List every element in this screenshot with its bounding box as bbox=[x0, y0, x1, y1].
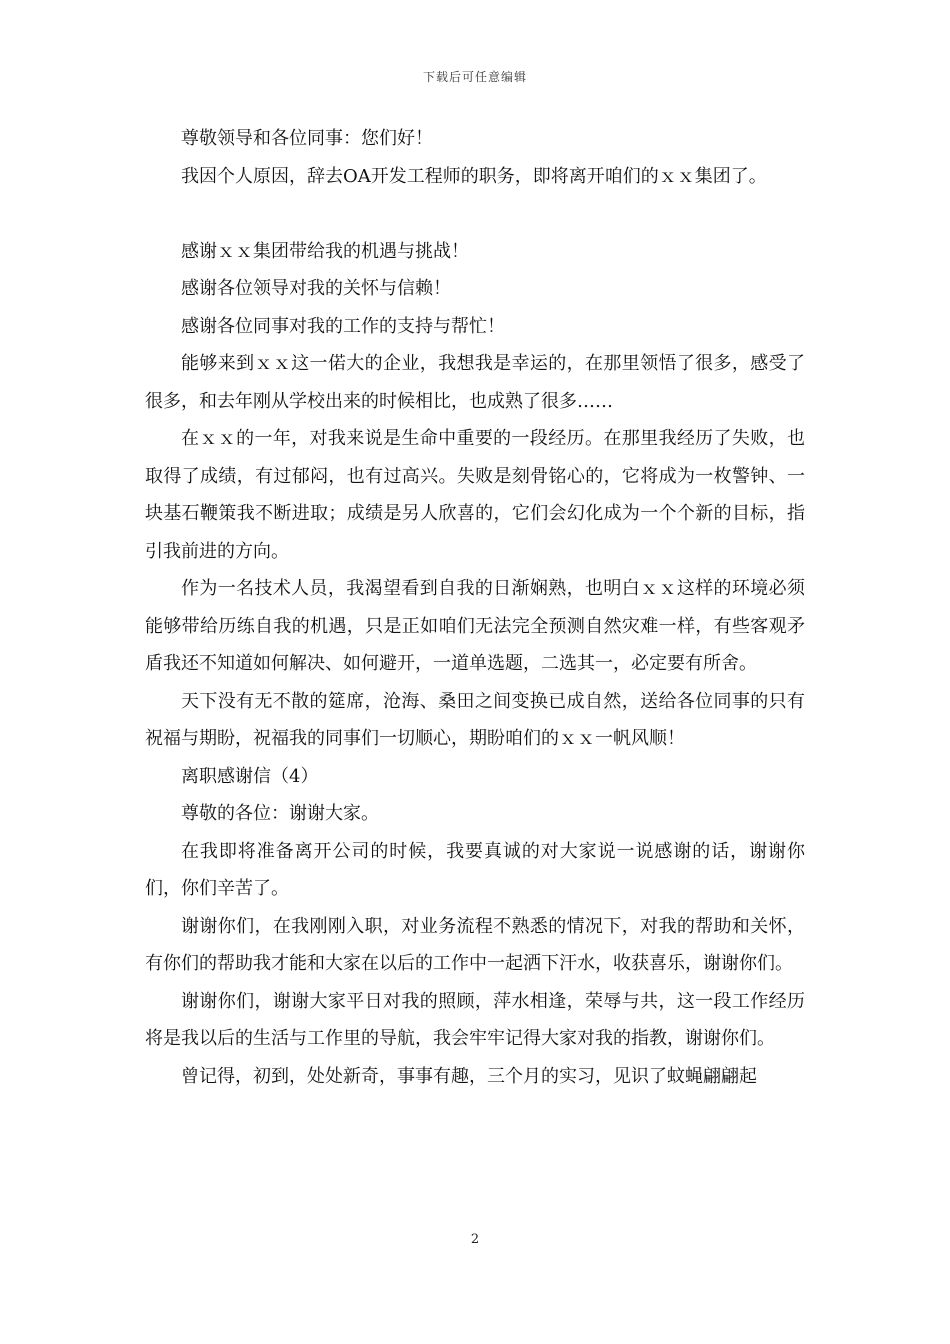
salutation-paragraph: 尊敬的各位：谢谢大家。 bbox=[181, 803, 379, 824]
letter-body bbox=[145, 120, 805, 1095]
page-number: 2 bbox=[470, 1232, 480, 1247]
body-paragraph: 作为一名技术人员，我渴望看到自我的日渐娴熟，也明白ｘｘ这样的环境必须能够带给历练自我的机遇，只是正如咱们无法完全预测自然灾难一样，有些客观矛盾我还不知道如何解决、如何避开，一道单选题，二选其一，必定要有所舍。 bbox=[145, 578, 805, 674]
blank-line bbox=[145, 195, 805, 233]
body-paragraph: 谢谢你们，在我刚刚入职，对业务流程不熟悉的情况下，对我的帮助和关怀，有你们的帮助我才能和大家在以后的工作中一起洒下汗水，收获喜乐，谢谢你们。 bbox=[145, 915, 805, 974]
body-paragraph: 谢谢你们，谢谢大家平日对我的照顾，萍水相逢，荣辱与共，这一段工作经历将是我以后的生活与工作里的导航，我会牢牢记得大家对我的指教，谢谢你们。 bbox=[145, 990, 805, 1049]
thanks-leaders-paragraph: 感谢各位领导对我的关怀与信赖！ bbox=[181, 278, 451, 299]
body-paragraph: 能够来到ｘｘ这一偌大的企业，我想我是幸运的，在那里领悟了很多，感受了很多，和去年刚从学校出来的时候相比，也成熟了很多…… bbox=[145, 353, 805, 412]
body-paragraph: 曾记得，初到，处处新奇，事事有趣，三个月的实习，见识了蚊蝇翩翩起 bbox=[181, 1065, 757, 1087]
greeting-paragraph: 尊敬领导和各位同事：您们好！ bbox=[181, 128, 433, 149]
thanks-colleagues-paragraph: 感谢各位同事对我的工作的支持与帮忙！ bbox=[181, 315, 505, 337]
body-paragraph: 在我即将准备离开公司的时候，我要真诚的对大家说一说感谢的话，谢谢你们，你们辛苦了。 bbox=[145, 840, 805, 899]
header-note: 下载后可任意编辑 bbox=[422, 70, 527, 84]
resignation-paragraph: 我因个人原因，辞去OA开发工程师的职务，即将离开咱们的ｘｘ集团了。 bbox=[181, 165, 767, 187]
thanks-group-paragraph: 感谢ｘｘ集团带给我的机遇与挑战！ bbox=[181, 240, 469, 262]
section-title: 离职感谢信（4） bbox=[181, 765, 319, 787]
body-paragraph: 在ｘｘ的一年，对我来说是生命中重要的一段经历。在那里我经历了失败，也取得了成绩，有过郁闷，也有过高兴。失败是刻骨铭心的，它将成为一枚警钟、一块基石鞭策我不断进取；成绩是另人欣喜的，它们会幻化成为一个个新的目标，指引我前进的方向。 bbox=[145, 428, 805, 562]
body-paragraph: 天下没有无不散的筵席，沧海、桑田之间变换已成自然，送给各位同事的只有祝福与期盼，祝福我的同事们一切顺心，期盼咱们的ｘｘ一帆风顺！ bbox=[145, 690, 805, 749]
